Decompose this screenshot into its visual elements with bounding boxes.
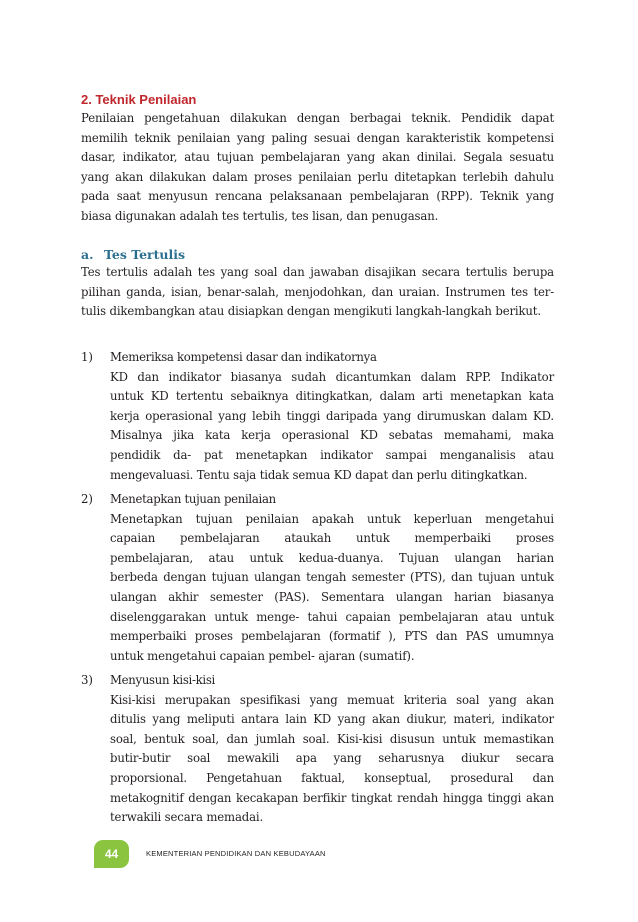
paragraph-line: pada saat menyusun rencana pelaksanaan pembelajaran (RPP). Teknik yang: [81, 189, 554, 204]
step-body: [110, 510, 554, 667]
step-line: terwakili secara memadai.: [110, 810, 264, 825]
step-line: soal, bentuk soal, dan jumlah soal. Kisi-kisi disusun untuk memastikan: [110, 731, 554, 746]
step-line: KD dan indikator biasanya sudah dicantumkan dalam RPP. Indikator: [110, 369, 554, 384]
step-heading: Memeriksa kompetensi dasar dan indikatornya: [110, 350, 377, 364]
step-line: capaian pembelajaran ataukah untuk memperbaiki proses: [110, 531, 554, 546]
paragraph-line: Tes tertulis adalah tes yang soal dan jawaban disajikan secara tertulis berupa: [81, 265, 554, 279]
paragraph-line: tulis dikembangkan atau disiapkan dengan mengikuti langkah-langkah berikut.: [81, 304, 541, 319]
step-number: 2): [81, 492, 93, 506]
step-line: mengevaluasi. Tentu saja tidak semua KD dapat dan perlu ditingkatkan.: [110, 467, 528, 482]
step-line: metakognitif dengan kecakapan berfikir tingkat rendah hingga tinggi akan: [110, 790, 554, 805]
step-line: memperbaiki proses pembelajaran (formatif ), PTS dan PAS umumnya: [110, 629, 554, 644]
page-footer: [94, 840, 554, 868]
step-heading: Menyusun kisi-kisi: [110, 673, 215, 687]
step-line: diselenggarakan untuk menge- tahui capaian pembelajaran atau untuk: [110, 609, 554, 624]
paragraph-line: Penilaian pengetahuan dilakukan dengan berbagai teknik. Pendidik dapat: [81, 111, 554, 125]
section-paragraph: [81, 109, 554, 227]
step-line: butir-butir soal mewakili apa yang seharusnya diukur secara: [110, 751, 554, 766]
step-line: kerja operasional yang lebih tinggi daripada yang dirumuskan dalam KD.: [110, 408, 554, 423]
step-body: [110, 691, 554, 828]
paragraph-line: yang akan dilakukan dalam proses penilaian perlu ditetapkan terlebih dahulu: [81, 169, 554, 184]
step-line: proporsional. Pengetahuan faktual, konseptual, prosedural dan: [110, 770, 554, 785]
paragraph-line: dasar, indikator, atau tujuan pembelajaran yang akan dinilai. Segala sesuatu: [81, 150, 554, 165]
subsection-title-text: Tes Tertulis: [104, 247, 186, 262]
step-body: [110, 368, 554, 486]
publisher-label: KEMENTERIAN PENDIDIKAN DAN KEBUDAYAAN: [146, 849, 326, 858]
section-title: 2. Teknik Penilaian: [81, 92, 197, 107]
step-number: 3): [81, 673, 93, 687]
step-line: untuk KD tertentu sebaiknya ditingkatkan, dalam arti menetapkan kata: [110, 389, 554, 404]
step-line: untuk mengetahui capaian pembel- ajaran (sumatif).: [110, 648, 415, 663]
step-line: Menetapkan tujuan penilaian apakah untuk keperluan mengetahui: [110, 511, 554, 526]
step-line: pembelajaran, atau untuk kedua-duanya. Tujuan ulangan harian: [110, 550, 554, 565]
step-line: Kisi-kisi merupakan spesifikasi yang memuat kriteria soal yang akan: [110, 692, 554, 707]
paragraph-line: biasa digunakan adalah tes tertulis, tes lisan, dan penugasan.: [81, 208, 439, 223]
step-number: 1): [81, 350, 93, 364]
step-heading: Menetapkan tujuan penilaian: [110, 492, 276, 506]
step-line: ulangan akhir semester (PAS). Sementara ulangan harian biasanya: [110, 589, 554, 604]
step-line: pendidik da- pat menetapkan indikator sampai menganalisis atau: [110, 447, 554, 462]
step-line: Misalnya jika kata kerja operasional KD sebatas memahami, maka: [110, 428, 554, 443]
step-line: berbeda dengan tujuan ulangan tengah semester (PTS), dan tujuan untuk: [110, 570, 554, 585]
paragraph-line: memilih teknik penilaian yang paling sesuai dengan karakteristik kompetensi: [81, 130, 554, 145]
subsection-letter: a.: [81, 247, 94, 262]
page-number-badge: 44: [94, 840, 129, 868]
step-line: ditulis yang meliputi antara lain KD yang akan diukur, materi, indikator: [110, 712, 554, 727]
subsection-title: [81, 246, 185, 264]
paragraph-line: pilihan ganda, isian, benar-salah, menjodohkan, dan uraian. Instrumen tes ter-: [81, 284, 554, 299]
subsection-paragraph: [81, 263, 554, 322]
